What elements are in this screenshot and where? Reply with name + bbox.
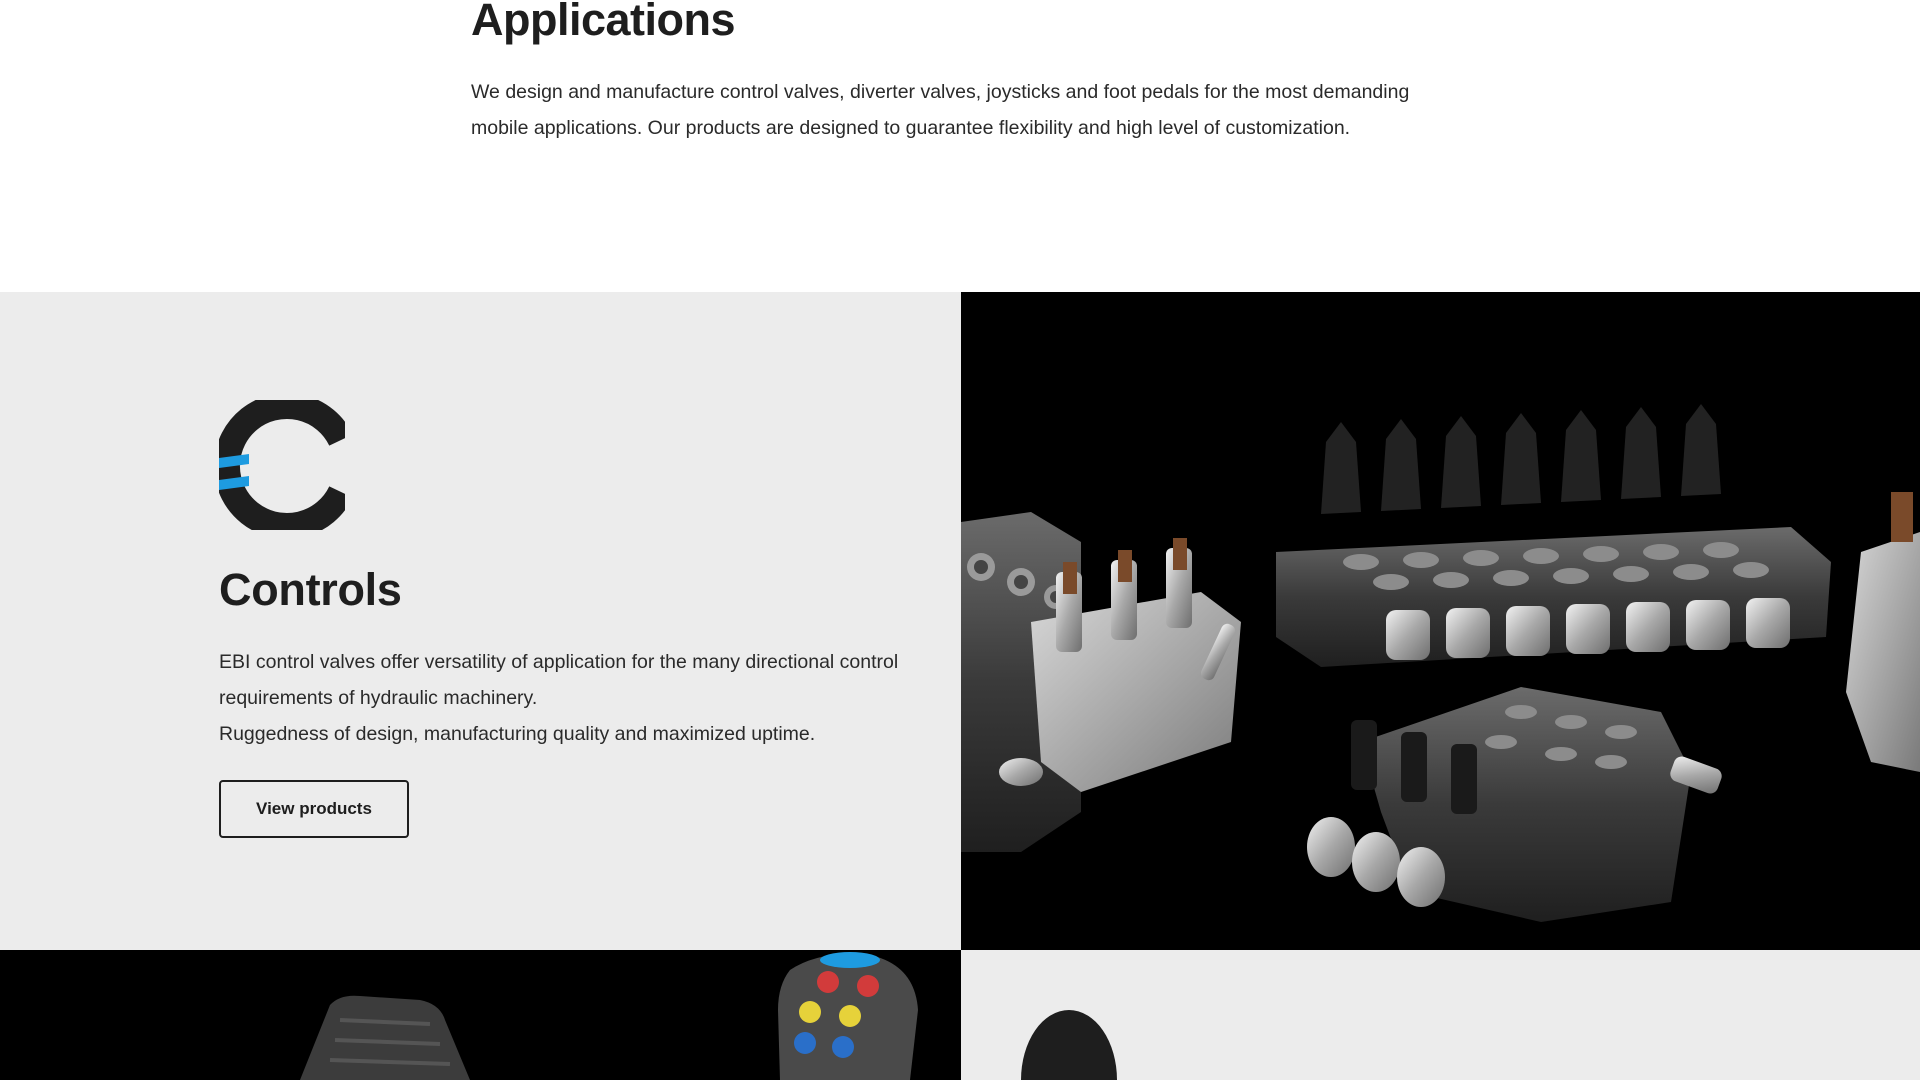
controls-logo-icon — [219, 400, 345, 530]
hydraulic-control-valves-image — [961, 292, 1920, 950]
intro-description: We design and manufacture control valves, diverter valves, joysticks and foot pedals for the most demanding mobile applications. Our products are designed to guarantee flexibility and high level of customization. — [471, 81, 1410, 139]
controls-description-line2: Ruggedness of design, manufacturing quality and maximized uptime. — [219, 723, 816, 745]
next-section-panel — [961, 950, 1920, 1080]
next-section-logo-icon — [961, 950, 1920, 1080]
valves-illustration — [961, 292, 1920, 950]
view-products-button[interactable]: View products — [219, 780, 409, 838]
foot-pedal-and-joystick-image — [0, 950, 961, 1080]
controls-description — [219, 644, 899, 752]
pedal-joystick-illustration — [0, 950, 961, 1080]
controls-panel — [0, 292, 961, 950]
controls-description-line1: EBI control valves offer versatility of application for the many directional control requirements of hydraulic machinery. — [219, 651, 899, 709]
controls-title: Controls — [219, 564, 402, 615]
page-title: Applications — [471, 0, 736, 45]
